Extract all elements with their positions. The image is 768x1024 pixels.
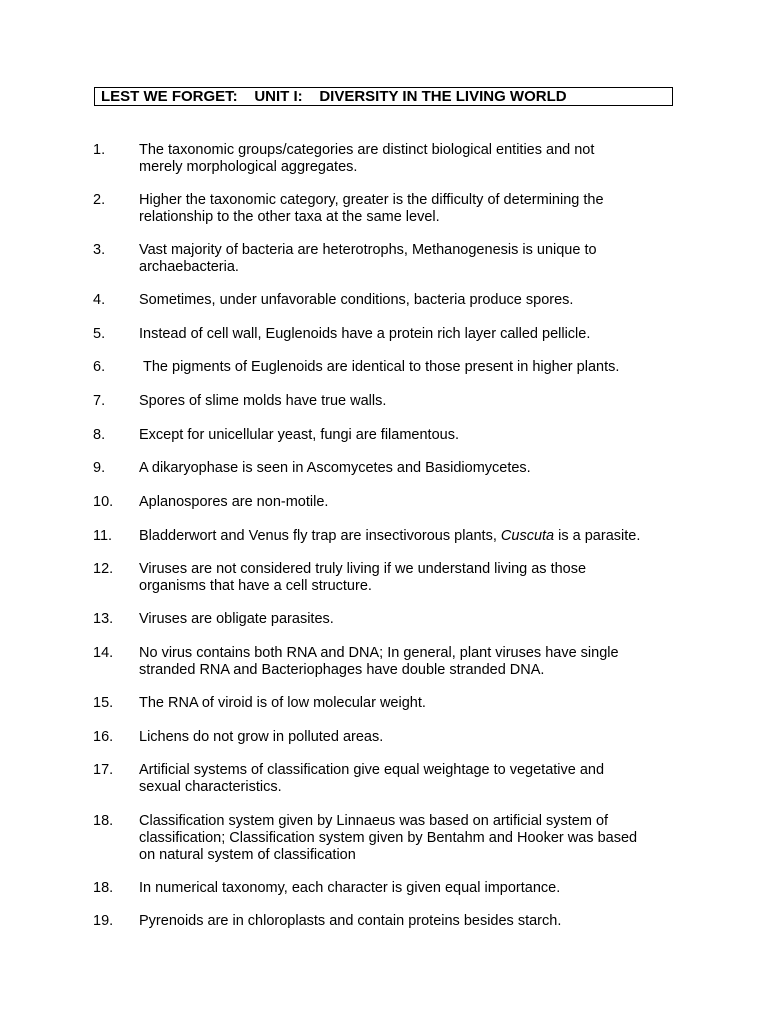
unit-title: LEST WE FORGET: UNIT I: DIVERSITY IN THE LIVING WORLD (94, 87, 673, 106)
item-number: 16. (93, 729, 114, 745)
item-text: Spores of slime molds have true walls. (139, 393, 387, 409)
item-text: Pyrenoids are in chloroplasts and contain proteins besides starch. (139, 913, 562, 929)
item-text: No virus contains both RNA and DNA; In general, plant viruses have single stranded RNA and Bacteriophages have double stranded DNA. (139, 645, 619, 678)
item-text: The pigments of Euglenoids are identical to those present in higher plants. (143, 359, 620, 375)
item-number: 1. (93, 142, 106, 158)
item-number: 12. (93, 561, 114, 577)
item-number: 9. (93, 460, 106, 476)
item-text: Vast majority of bacteria are heterotrophs, Methanogenesis is unique to archaebacteria. (139, 242, 597, 275)
item-text (139, 528, 684, 545)
item-number: 11. (93, 528, 113, 544)
item-number: 4. (93, 292, 106, 308)
item-number: 7. (93, 393, 106, 409)
item-text: In numerical taxonomy, each character is given equal importance. (139, 880, 561, 896)
item-text: Classification system given by Linnaeus was based on artificial system of classification; Classification system given by Bentahm and Hooker was based on natural system of classification (139, 813, 638, 863)
item-text: Instead of cell wall, Euglenoids have a protein rich layer called pellicle. (139, 326, 591, 342)
item-number: 13. (93, 611, 114, 627)
item-number: 6. (93, 359, 106, 375)
item-text-part: Bladderwort and Venus fly trap are insectivorous plants, (139, 528, 501, 544)
item-text: Viruses are obligate parasites. (139, 611, 334, 627)
item-number: 3. (93, 242, 106, 258)
item-text: Higher the taxonomic category, greater is the difficulty of determining the relationship to the other taxa at the same level. (139, 192, 604, 225)
item-number: 19. (93, 913, 114, 929)
item-number: 5. (93, 326, 106, 342)
item-number: 8. (93, 427, 106, 443)
item-text: The RNA of viroid is of low molecular weight. (139, 695, 426, 711)
item-number: 15. (93, 695, 114, 711)
item-text: Except for unicellular yeast, fungi are filamentous. (139, 427, 459, 443)
item-text: Lichens do not grow in polluted areas. (139, 729, 384, 745)
item-number: 18. (93, 880, 114, 896)
item-text: A dikaryophase is seen in Ascomycetes and Basidiomycetes. (139, 460, 531, 476)
item-text: Aplanospores are non-motile. (139, 494, 329, 510)
item-text-part: is a parasite. (554, 528, 641, 544)
item-text: The taxonomic groups/categories are distinct biological entities and not merely morphological aggregates. (139, 142, 595, 175)
item-text: Sometimes, under unfavorable conditions, bacteria produce spores. (139, 292, 574, 308)
item-number: 2. (93, 192, 106, 208)
item-text-italic: Cuscuta (500, 528, 555, 544)
item-text: Viruses are not considered truly living if we understand living as those organisms that have a cell structure. (139, 561, 587, 594)
item-number: 10. (93, 494, 114, 510)
item-number: 14. (93, 645, 114, 661)
item-number: 18. (93, 813, 114, 829)
item-number: 17. (93, 762, 114, 778)
item-text: Artificial systems of classification give equal weightage to vegetative and sexual characteristics. (139, 762, 605, 795)
